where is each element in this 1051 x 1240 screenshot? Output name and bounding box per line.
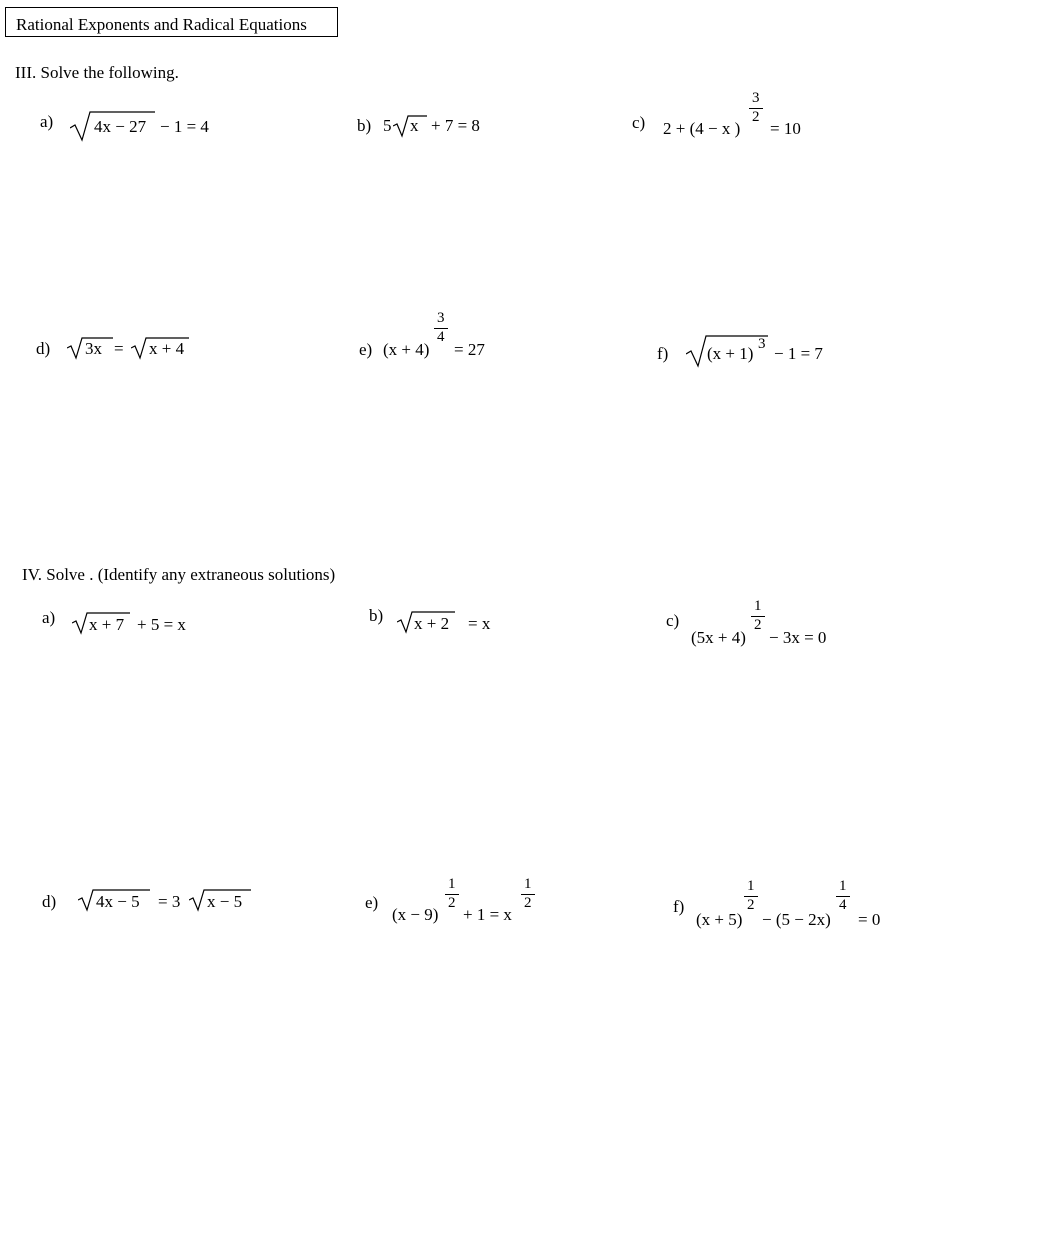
equation-rest: = 10 bbox=[770, 119, 801, 138]
equation-rest: − 1 = 7 bbox=[774, 344, 823, 363]
worksheet-title-box bbox=[5, 7, 338, 37]
equation-rest: = 0 bbox=[858, 910, 881, 929]
problem-label: a) bbox=[40, 112, 54, 131]
exponent-denominator: 2 bbox=[754, 617, 762, 633]
problem-label: d) bbox=[42, 892, 57, 911]
base-expression: (x + 4) bbox=[383, 340, 430, 359]
problem-label: e) bbox=[365, 893, 379, 912]
equation-middle: − (5 − 2x) bbox=[762, 910, 831, 929]
base-expression: (x − 9) bbox=[392, 905, 439, 924]
equation-rest: = 27 bbox=[454, 340, 485, 359]
exponent-denominator: 2 bbox=[752, 109, 760, 125]
exponent-numerator: 3 bbox=[752, 90, 760, 106]
exponent-numerator: 1 bbox=[747, 878, 755, 894]
problem-label: c) bbox=[666, 611, 680, 630]
worksheet-title: Rational Exponents and Radical Equations bbox=[16, 15, 307, 34]
radicand-exponent: 3 bbox=[758, 336, 766, 352]
radicand: x bbox=[410, 116, 419, 135]
exponent-numerator: 1 bbox=[448, 876, 456, 892]
problem-label: b) bbox=[357, 116, 372, 135]
radicand-right: x + 4 bbox=[149, 339, 185, 358]
equation-rest: + 7 = 8 bbox=[431, 116, 480, 135]
exponent-numerator: 1 bbox=[754, 598, 762, 614]
radicand: x + 2 bbox=[414, 614, 450, 633]
exponent-numerator-right: 1 bbox=[839, 878, 847, 894]
section-iii-heading: III. Solve the following. bbox=[15, 63, 179, 82]
equation-middle: + 1 = x bbox=[463, 905, 512, 924]
exponent-denominator-right: 2 bbox=[524, 895, 532, 911]
problem-label: a) bbox=[42, 608, 56, 627]
base-expression: (x + 5) bbox=[696, 910, 743, 929]
radicand: (x + 1) bbox=[707, 344, 754, 363]
exponent-denominator: 4 bbox=[437, 329, 445, 345]
exponent-denominator: 2 bbox=[747, 897, 755, 913]
equation-rest: − 1 = 4 bbox=[160, 117, 209, 136]
equals-coefficient: = 3 bbox=[158, 892, 181, 911]
radicand-left: 4x − 5 bbox=[96, 892, 140, 911]
problem-label: b) bbox=[369, 606, 384, 625]
coefficient: 5 bbox=[383, 116, 392, 135]
exponent-denominator: 2 bbox=[448, 895, 456, 911]
equation-rest: = x bbox=[468, 614, 491, 633]
problem-label: e) bbox=[359, 340, 373, 359]
problem-label: c) bbox=[632, 113, 646, 132]
base-expression: (5x + 4) bbox=[691, 628, 746, 647]
section-iv-heading: IV. Solve . (Identify any extraneous solutions) bbox=[22, 565, 336, 584]
equals-sign: = bbox=[114, 339, 124, 358]
radicand-left: 3x bbox=[85, 339, 102, 358]
exponent-denominator-right: 4 bbox=[839, 897, 847, 913]
problem-label: f) bbox=[657, 344, 669, 363]
radicand: x + 7 bbox=[89, 615, 125, 634]
problem-label: d) bbox=[36, 339, 51, 358]
radicand-right: x − 5 bbox=[207, 892, 243, 911]
exponent-numerator-right: 1 bbox=[524, 876, 532, 892]
radicand: 4x − 27 bbox=[94, 117, 147, 136]
exponent-numerator: 3 bbox=[437, 310, 445, 326]
base-expression: 2 + (4 − x ) bbox=[663, 119, 741, 138]
equation-rest: − 3x = 0 bbox=[769, 628, 827, 647]
equation-rest: + 5 = x bbox=[137, 615, 186, 634]
problem-label: f) bbox=[673, 897, 685, 916]
